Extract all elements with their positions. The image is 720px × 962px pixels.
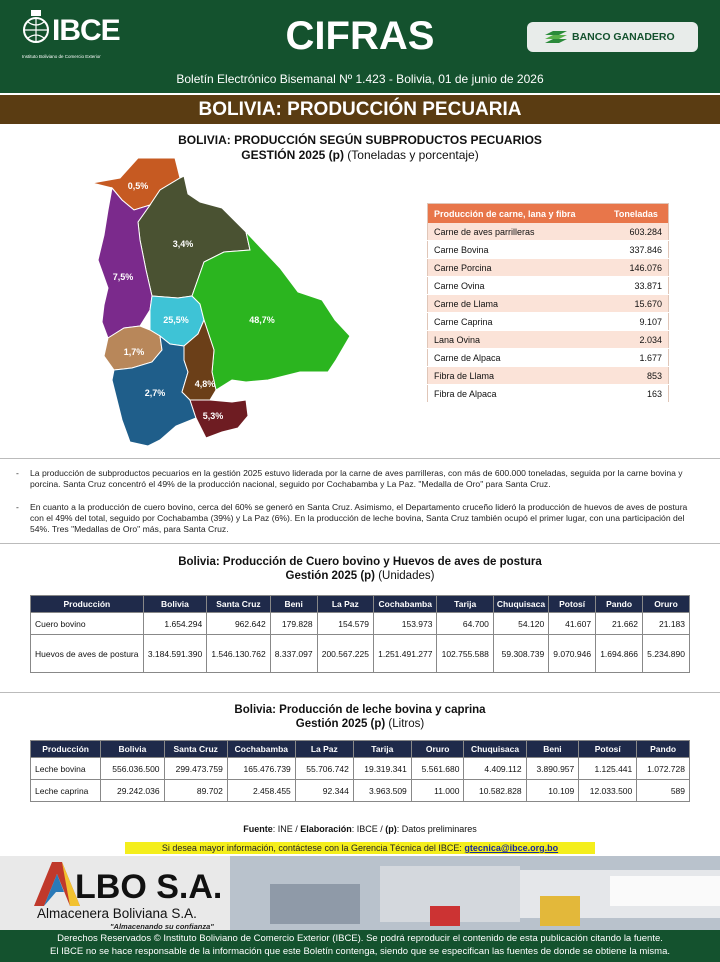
value-cell: 165.476.739 — [227, 758, 295, 780]
value-cell: 154.579 — [317, 613, 373, 635]
table-row — [428, 349, 669, 367]
value-cell: 29.242.036 — [101, 780, 164, 802]
note-bullet: - — [16, 468, 19, 478]
bank-ganadero-badge[interactable] — [527, 22, 698, 52]
tons-value-cell: 163 — [604, 385, 669, 403]
source-note — [0, 824, 720, 834]
column-header: La Paz — [317, 596, 373, 613]
table-row — [428, 223, 669, 241]
header-bar — [0, 0, 720, 93]
map-label-tarija: 5,3% — [202, 411, 224, 421]
section1-title: BOLIVIA: PRODUCCIÓN SEGÚN SUBPRODUCTOS PECUARIOS — [178, 133, 542, 147]
section2-subtitle-bold: Gestión 2025 (p) — [285, 570, 375, 582]
albo-advertisement[interactable] — [0, 856, 720, 930]
value-cell: 19.319.341 — [353, 758, 411, 780]
column-header: Cochabamba — [227, 741, 295, 758]
bolivia-map — [86, 152, 356, 452]
column-header: Producción — [31, 741, 101, 758]
value-cell: 55.706.742 — [295, 758, 353, 780]
tons-value-cell: 9.107 — [604, 313, 669, 331]
note-bullet: - — [16, 502, 19, 512]
leather-eggs-table-body — [31, 613, 690, 673]
footer — [0, 930, 720, 962]
note-2 — [16, 502, 695, 535]
value-cell: 299.473.759 — [164, 758, 227, 780]
column-header: Pando — [637, 741, 690, 758]
column-header: Beni — [270, 596, 317, 613]
value-cell: 556.036.500 — [101, 758, 164, 780]
value-cell: 92.344 — [295, 780, 353, 802]
value-cell: 5.234.890 — [643, 635, 690, 673]
meat-wool-fiber-table — [427, 203, 669, 403]
value-cell: 21.183 — [643, 613, 690, 635]
column-header: Oruro — [643, 596, 690, 613]
column-header: Chuquisaca — [493, 596, 548, 613]
value-cell: 5.561.680 — [411, 758, 464, 780]
albo-slogan: "Almacenando su confianza" — [110, 922, 214, 930]
tons-value-cell: 1.677 — [604, 349, 669, 367]
table-header-row — [31, 741, 690, 758]
table-row — [428, 313, 669, 331]
value-cell: 1.125.441 — [579, 758, 637, 780]
value-cell: 1.251.491.277 — [374, 635, 437, 673]
table-row — [31, 758, 690, 780]
value-cell: 1.694.866 — [596, 635, 643, 673]
section3-subtitle — [0, 718, 720, 730]
value-cell: 64.700 — [437, 613, 493, 635]
section3-title: Bolivia: Producción de leche bovina y caprina — [234, 704, 486, 716]
table-row — [428, 259, 669, 277]
value-cell: 4.409.112 — [464, 758, 526, 780]
table-row — [428, 385, 669, 403]
contact-text: Si desea mayor información, contáctese con la Gerencia Técnica del IBCE: — [161, 843, 465, 853]
source-label: Fuente — [243, 824, 273, 834]
column-header: Beni — [526, 741, 579, 758]
value-cell: 200.567.225 — [317, 635, 373, 673]
divider — [0, 692, 720, 693]
footer-line-1: Derechos Reservados © Instituto Boliviano de Comercio Exterior (IBCE). Se podrá reproducir el contenido de esta publicación citando la fuente. — [57, 933, 663, 944]
column-header: La Paz — [295, 741, 353, 758]
table-row — [428, 277, 669, 295]
value-cell: 8.337.097 — [270, 635, 317, 673]
value-cell: 12.033.500 — [579, 780, 637, 802]
table-row — [31, 780, 690, 802]
note-1-text: La producción de subproductos pecuarios en la gestión 2025 estuvo liderada por la carne de aves parrilleras, con más de 600.000 toneladas, seguida por la carne bovina y porcina. Santa Cruz concentró el 49% de la producción nacional, seguido por Cochabamba y La Paz. "Medalla de Oro" para Santa Cruz. — [30, 468, 683, 489]
product-name-cell: Carne de Llama — [428, 295, 604, 313]
milk-table-body — [31, 758, 690, 802]
source-value: : INE / — [272, 824, 301, 834]
value-cell: 3.963.509 — [353, 780, 411, 802]
value-cell: 10.582.828 — [464, 780, 526, 802]
map-label-chuquisaca: 4,8% — [194, 379, 216, 389]
page-title: CIFRAS — [285, 14, 435, 58]
section1-subtitle-bold: GESTIÓN 2025 (p) — [241, 148, 344, 162]
column-header: Tarija — [353, 741, 411, 758]
header-product: Producción de carne, lana y fibra — [428, 204, 604, 224]
product-name-cell: Carne Bovina — [428, 241, 604, 259]
bulletin-subtitle: Boletín Electrónico Bisemanal Nº 1.423 - Bolivia, 01 de junio de 2026 — [176, 72, 544, 86]
value-cell: 59.308.739 — [493, 635, 548, 673]
column-header: Santa Cruz — [207, 596, 270, 613]
tons-value-cell: 33.871 — [604, 277, 669, 295]
preliminary-label: (p) — [385, 824, 397, 834]
map-label-la-paz: 7,5% — [112, 272, 134, 282]
product-name-cell: Fibra de Llama — [428, 367, 604, 385]
table-row — [428, 295, 669, 313]
product-name-cell: Carne de aves parrilleras — [428, 223, 604, 241]
milk-table — [30, 740, 690, 802]
value-cell: 2.458.455 — [227, 780, 295, 802]
product-name-cell: Lana Ovina — [428, 331, 604, 349]
value-cell: 102.755.588 — [437, 635, 493, 673]
logo-subtitle: Instituto Boliviano de Comercio Exterior — [22, 54, 101, 59]
bank-label: BANCO GANADERO — [572, 31, 675, 43]
value-cell: 589 — [637, 780, 690, 802]
value-cell: 1.072.728 — [637, 758, 690, 780]
table-row — [428, 331, 669, 349]
column-header: Pando — [596, 596, 643, 613]
section3-subtitle-bold: Gestión 2025 (p) — [295, 718, 386, 730]
header-tons: Toneladas — [604, 204, 669, 224]
value-cell: 89.702 — [164, 780, 227, 802]
value-cell: 11.000 — [411, 780, 464, 802]
column-header: Bolivia — [101, 741, 164, 758]
product-name-cell: Carne Ovina — [428, 277, 604, 295]
product-name-cell: Carne Porcina — [428, 259, 604, 277]
tons-value-cell: 603.284 — [604, 223, 669, 241]
leather-eggs-table — [30, 595, 690, 673]
column-header: Bolivia — [143, 596, 206, 613]
section2-title: Bolivia: Producción de Cuero bovino y Huevos de aves de postura — [178, 556, 542, 568]
row-label-cell: Leche bovina — [31, 758, 101, 780]
map-label-cochabamba: 25,5% — [163, 315, 189, 325]
section3-subtitle-units: (Litros) — [385, 718, 425, 730]
section2-subtitle-units: (Unidades) — [375, 570, 435, 582]
value-cell: 3.184.591.390 — [143, 635, 206, 673]
contact-email-link[interactable]: gtecnica@ibce.org.bo — [464, 843, 559, 853]
tons-value-cell: 2.034 — [604, 331, 669, 349]
column-header: Cochabamba — [374, 596, 437, 613]
column-header: Potosí — [579, 741, 637, 758]
map-region-santa-cruz[interactable] — [192, 232, 350, 390]
preliminary-value: : Datos preliminares — [396, 824, 477, 834]
table-header-row — [428, 204, 669, 224]
value-cell: 962.642 — [207, 613, 270, 635]
product-name-cell: Fibra de Alpaca — [428, 385, 604, 403]
logo-text: IBCE — [52, 14, 120, 47]
row-label-cell: Huevos de aves de postura — [31, 635, 144, 673]
warehouse-illustration — [230, 856, 720, 930]
value-cell: 3.890.957 — [526, 758, 579, 780]
section-band-title: BOLIVIA: PRODUCCIÓN PECUARIA — [198, 99, 522, 120]
tons-value-cell: 15.670 — [604, 295, 669, 313]
section2-subtitle — [0, 570, 720, 582]
value-cell: 153.973 — [374, 613, 437, 635]
value-cell: 10.109 — [526, 780, 579, 802]
albo-logo-icon — [34, 862, 80, 906]
map-label-potosi: 2,7% — [144, 388, 166, 398]
map-region-la-paz[interactable] — [98, 188, 152, 338]
map-label-beni: 3,4% — [172, 239, 194, 249]
map-label-pando: 0,5% — [127, 181, 149, 191]
map-label-santa-cruz: 48,7% — [249, 315, 275, 325]
tons-value-cell: 146.076 — [604, 259, 669, 277]
bank-logo-icon — [545, 31, 567, 43]
column-header: Producción — [31, 596, 144, 613]
product-name-cell: Carne Caprina — [428, 313, 604, 331]
table-header-row — [31, 596, 690, 613]
row-label-cell: Leche caprina — [31, 780, 101, 802]
table-row — [31, 635, 690, 673]
meat-table-body — [428, 223, 669, 403]
table-row — [31, 613, 690, 635]
elaboration-value: : IBCE / — [351, 824, 386, 834]
value-cell: 41.607 — [549, 613, 596, 635]
note-1 — [16, 468, 695, 490]
column-header: Chuquisaca — [464, 741, 526, 758]
value-cell: 1.546.130.762 — [207, 635, 270, 673]
warehouse-photo — [230, 856, 720, 930]
value-cell: 54.120 — [493, 613, 548, 635]
tons-value-cell: 337.846 — [604, 241, 669, 259]
albo-subtitle: Almacenera Boliviana S.A. — [37, 906, 197, 921]
tons-value-cell: 853 — [604, 367, 669, 385]
table-row — [428, 241, 669, 259]
section1-subtitle-units: (Toneladas y porcentaje) — [343, 148, 479, 162]
footer-line-2: El IBCE no se hace responsable de la información que este Boletín contenga, siendo que se especifican las fuentes de donde se obtiene la misma. — [49, 946, 670, 957]
albo-name: LBO S.A. — [75, 868, 223, 906]
row-label-cell: Cuero bovino — [31, 613, 144, 635]
notes-box — [0, 458, 720, 544]
value-cell: 1.654.294 — [143, 613, 206, 635]
value-cell: 179.828 — [270, 613, 317, 635]
map-label-oruro: 1,7% — [123, 347, 145, 357]
value-cell: 9.070.946 — [549, 635, 596, 673]
product-name-cell: Carne de Alpaca — [428, 349, 604, 367]
column-header: Oruro — [411, 741, 464, 758]
elaboration-label: Elaboración — [300, 824, 352, 834]
section-band — [0, 95, 720, 124]
value-cell: 21.662 — [596, 613, 643, 635]
contact-info-bar — [125, 842, 595, 854]
note-2-text: En cuanto a la producción de cuero bovino, cerca del 60% se generó en Santa Cruz. Asimismo, el Departamento cruceño lideró la producción de huevos de aves de postura con el 49% del total, seguido por Cochabamba (39%) y La Paz (6%). En la producción de leche bovina, Santa Cruz también ocupó el primer lugar, con una participación del 54%. Tres "Medallas de Oro" más, para Santa Cruz. — [30, 502, 688, 534]
column-header: Potosí — [549, 596, 596, 613]
column-header: Santa Cruz — [164, 741, 227, 758]
column-header: Tarija — [437, 596, 493, 613]
table-row — [428, 367, 669, 385]
